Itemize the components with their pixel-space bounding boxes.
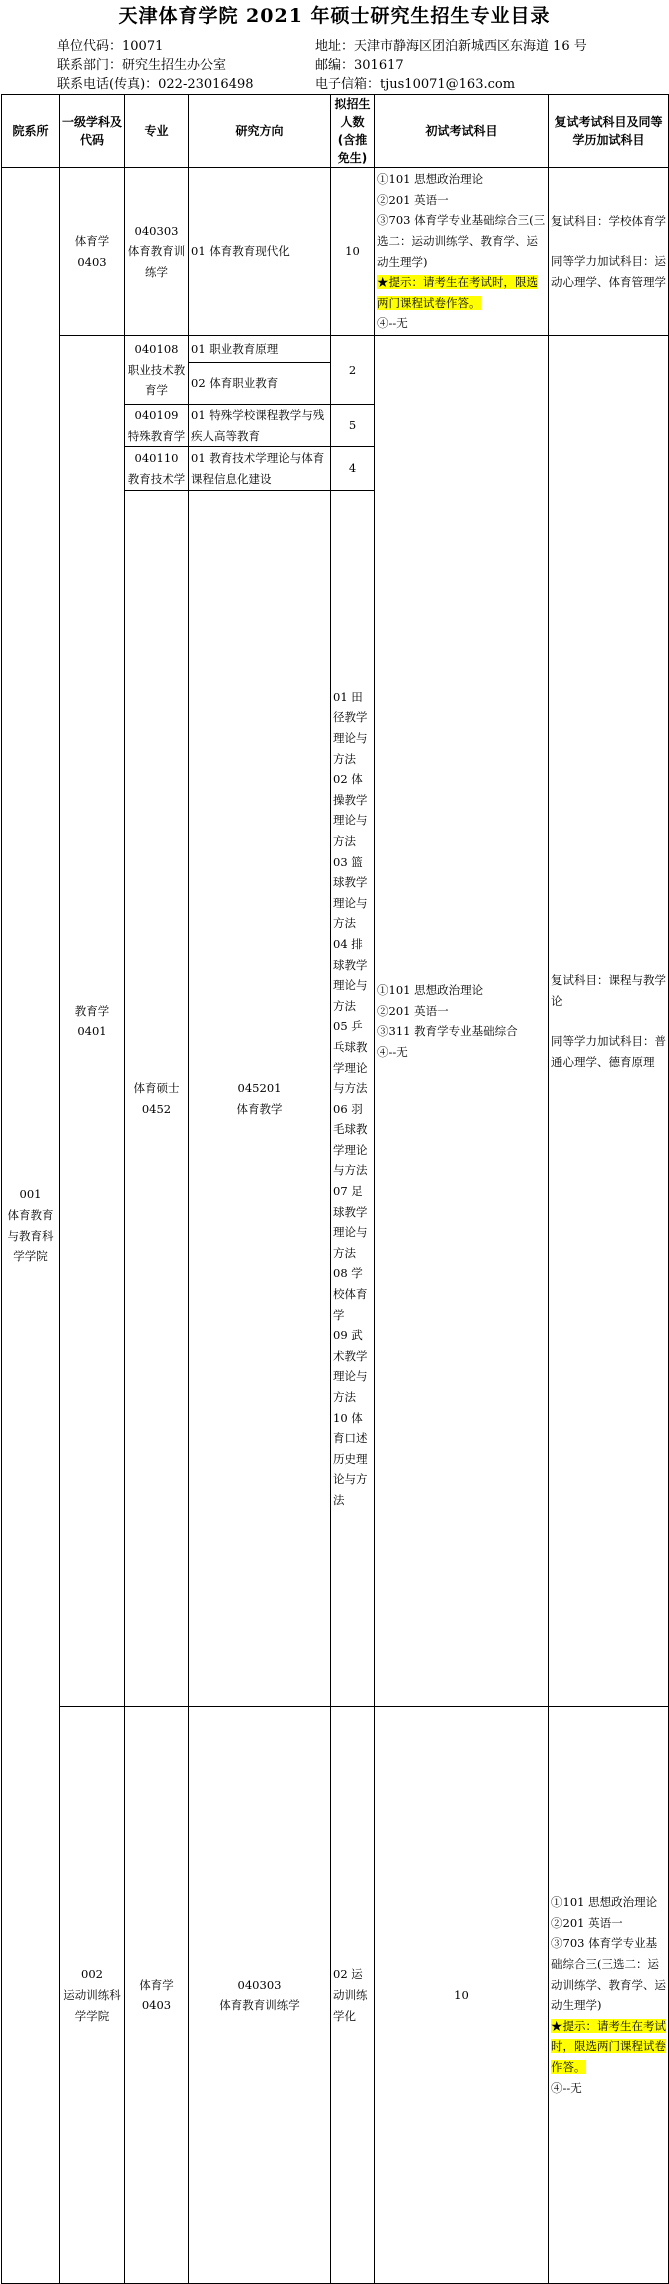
exam-line: ③311 教育学专业基础综合 bbox=[377, 1024, 518, 1039]
direction-item: 09 武术教学理论与方法 bbox=[333, 1328, 368, 1405]
major-code: 040303 bbox=[134, 223, 179, 238]
discipline-cell bbox=[60, 336, 125, 1707]
major-code: 045201 bbox=[237, 1081, 282, 1096]
direction-item: 05 乒乓球教学理论与方法 bbox=[333, 1019, 368, 1096]
school-cell bbox=[2, 168, 60, 2284]
school-cell bbox=[60, 1707, 125, 2284]
exam-line: ②201 英语一 bbox=[377, 192, 449, 207]
direction-item: 10 体育口述历史理论与方法 bbox=[333, 1410, 368, 1507]
major-cell bbox=[189, 491, 331, 1707]
quota-cell: 5 bbox=[331, 405, 375, 447]
discipline-code: 0403 bbox=[77, 254, 107, 269]
quota-cell: 10 bbox=[375, 1707, 549, 2284]
direction-item: 01 田径教学理论与方法 bbox=[333, 689, 368, 766]
table-row bbox=[2, 1707, 669, 2284]
exam-line: ④--无 bbox=[551, 2080, 582, 2095]
direction-cell: 02 体育职业教育 bbox=[189, 363, 331, 405]
direction-cell: 01 教育技术学理论与体育课程信息化建设 bbox=[189, 447, 331, 491]
catalog-table bbox=[1, 94, 669, 2284]
header-school: 院系所 bbox=[2, 95, 60, 168]
retest-cell bbox=[549, 336, 669, 1707]
exam-line: ①101 思想政治理论 bbox=[377, 172, 484, 187]
table-row bbox=[2, 336, 669, 363]
direction-cell: 02 运动训练学化 bbox=[331, 1707, 375, 2284]
exam-line: ②201 英语一 bbox=[377, 1003, 449, 1018]
direction-cell: 01 体育教育现代化 bbox=[189, 168, 331, 336]
discipline-cell bbox=[60, 168, 125, 336]
exam-line: ①101 思想政治理论 bbox=[551, 1895, 658, 1910]
school-name: 运动训练科学学院 bbox=[63, 1987, 121, 2023]
direction-item: 04 排球教学理论与方法 bbox=[333, 936, 368, 1013]
header-exam: 初试考试科目 bbox=[375, 95, 549, 168]
header-direction: 研究方向 bbox=[189, 95, 331, 168]
exam-line: ③703 体育学专业基础综合三(三选二：运动训练学、教育学、运动生理学) bbox=[377, 213, 546, 269]
exam-line: ①101 思想政治理论 bbox=[377, 982, 484, 997]
exam-line: ④--无 bbox=[377, 1044, 408, 1059]
address: 地址：天津市静海区团泊新城西区东海道 16 号 bbox=[315, 39, 587, 54]
major-cell bbox=[125, 447, 189, 491]
header-major: 专业 bbox=[125, 95, 189, 168]
direction-item: 02 体操教学理论与方法 bbox=[333, 772, 368, 848]
exam-line: ④--无 bbox=[377, 316, 408, 331]
direction-item: 03 篮球教学理论与方法 bbox=[333, 854, 368, 931]
exam-tip: ★提示：请考生在考试时，限选两门课程试卷作答。 bbox=[551, 2018, 666, 2075]
direction-cell: 01 职业教育原理 bbox=[189, 336, 331, 363]
header-discipline: 一级学科及代码 bbox=[60, 95, 125, 168]
discipline-cell bbox=[125, 491, 189, 1707]
major-cell bbox=[189, 1707, 331, 2284]
quota-cell: 2 bbox=[331, 336, 375, 405]
school-code: 001 bbox=[19, 1187, 42, 1202]
major-code: 040109 bbox=[134, 408, 179, 422]
exam-line: ③703 体育学专业基础综合三(三选二：运动训练学、教育学、运动生理学) bbox=[551, 1936, 666, 2013]
major-cell bbox=[125, 336, 189, 405]
exam-cell bbox=[375, 168, 549, 336]
header-retest: 复试考试科目及同等学历加试科目 bbox=[549, 95, 669, 168]
table-row bbox=[2, 168, 669, 336]
major-name: 职业技术教育学 bbox=[127, 362, 186, 398]
retest-line: 复试科目：课程与教学论 bbox=[551, 972, 666, 1008]
discipline-name: 体育学 bbox=[74, 233, 110, 248]
header-row bbox=[2, 95, 669, 168]
major-name: 体育教育训练学 bbox=[219, 1998, 300, 2013]
major-name: 体育教学 bbox=[236, 1101, 283, 1116]
contact-phone: 联系电话(传真)：022-23016498 bbox=[57, 77, 254, 92]
retest-line: 同等学力加试科目：普通心理学、德育原理 bbox=[551, 1034, 666, 1069]
discipline-code: 0403 bbox=[141, 1998, 172, 2013]
school-code: 002 bbox=[81, 1967, 103, 1982]
quota-cell: 10 bbox=[331, 168, 375, 336]
major-code: 040303 bbox=[237, 1977, 282, 1992]
direction-cell: 01 特殊学校课程教学与残疾人高等教育 bbox=[189, 405, 331, 447]
school-name: 体育教育与教育科学学院 bbox=[7, 1208, 54, 1264]
discipline-name: 体育硕士 bbox=[133, 1081, 180, 1096]
direction-cell bbox=[331, 491, 375, 1707]
direction-item: 07 足球教学理论与方法 bbox=[333, 1184, 368, 1260]
exam-cell bbox=[549, 1707, 669, 2284]
contact-email: 电子信箱：tjus10071@163.com bbox=[315, 77, 516, 92]
postcode: 邮编：301617 bbox=[315, 58, 404, 73]
unit-code: 单位代码：10071 bbox=[57, 39, 164, 54]
page-title: 天津体育学院 2021 年硕士研究生招生专业目录 bbox=[118, 5, 551, 27]
major-code: 040110 bbox=[134, 451, 179, 466]
discipline-name: 体育学 bbox=[139, 1977, 174, 1992]
direction-item: 06 羽毛球教学理论与方法 bbox=[333, 1101, 368, 1178]
exam-line: ②201 英语一 bbox=[551, 1915, 623, 1930]
major-cell bbox=[125, 168, 189, 336]
major-name: 教育技术学 bbox=[127, 471, 186, 486]
major-cell bbox=[125, 405, 189, 447]
contact-dept: 联系部门：研究生招生办公室 bbox=[57, 58, 227, 73]
header-quota: 拟招生人数(含推免生) bbox=[331, 95, 375, 168]
exam-tip: ★提示：请考生在考试时，限选两门课程试卷作答。 bbox=[377, 275, 538, 310]
discipline-code: 0401 bbox=[77, 1024, 107, 1039]
discipline-name: 教育学 bbox=[74, 1003, 110, 1018]
retest-line: 复试科目：学校体育学 bbox=[551, 213, 666, 228]
discipline-code: 0452 bbox=[141, 1101, 172, 1116]
discipline-cell bbox=[125, 1707, 189, 2284]
retest-cell bbox=[549, 168, 669, 336]
direction-item: 08 学校体育学 bbox=[333, 1266, 368, 1322]
quota-cell: 4 bbox=[331, 447, 375, 491]
retest-line: 同等学力加试科目：运动心理学、体育管理学 bbox=[551, 254, 666, 289]
exam-cell bbox=[375, 336, 549, 1707]
major-name: 体育教育训练学 bbox=[127, 244, 186, 279]
major-name: 特殊教育学 bbox=[127, 428, 186, 443]
major-code: 040108 bbox=[134, 342, 179, 357]
